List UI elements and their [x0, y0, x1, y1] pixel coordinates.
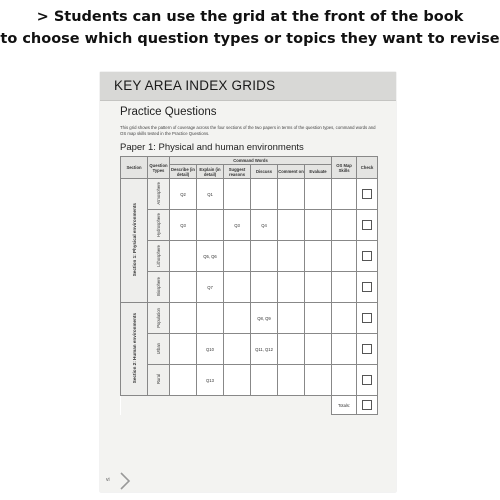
banner-line-2: to choose which question types or topics they want to revise [0, 31, 500, 47]
chevron-right-icon [118, 472, 134, 490]
grid-cell [170, 241, 197, 272]
topic-label: Lithosphere [156, 244, 161, 267]
grid-cell [278, 179, 305, 210]
topic-label: Hydrosphere [156, 212, 161, 237]
banner-line-1: > Students can use the grid at the front of the book [36, 9, 464, 25]
check-cell [357, 179, 378, 210]
os-map-cell [332, 179, 357, 210]
os-map-cell [332, 241, 357, 272]
book-page [100, 72, 396, 492]
grid-cell [224, 272, 251, 303]
check-cell [357, 303, 378, 334]
check-cell [357, 210, 378, 241]
grid-cell [197, 210, 224, 241]
paper-title: Paper 1: Physical and human environments [120, 142, 304, 153]
grid-cell [170, 365, 197, 396]
check-box[interactable] [362, 282, 372, 292]
header-os-map-skills: OS Map Skills [332, 157, 357, 179]
grid-cell [224, 179, 251, 210]
grid-cell [251, 272, 278, 303]
page-header-bar [100, 72, 396, 101]
os-map-cell [332, 365, 357, 396]
grid-cell [224, 303, 251, 334]
section-2-label: Section 2: Human environments [131, 313, 137, 384]
check-box[interactable] [362, 375, 372, 385]
grid-cell: Q10 [197, 334, 224, 365]
topic-label: Population [156, 307, 161, 328]
page-number: vi [106, 477, 110, 483]
grid-cell [278, 241, 305, 272]
grid-cell [278, 272, 305, 303]
table-row [121, 241, 378, 272]
section-2-cell [121, 303, 148, 396]
grid-cell: Q1 [197, 179, 224, 210]
os-map-cell [332, 303, 357, 334]
grid-cell [224, 365, 251, 396]
header-command: Discuss [251, 165, 278, 179]
grid-cell [251, 179, 278, 210]
header-command-words: Command Words [170, 157, 332, 165]
header-section: Section [121, 157, 148, 179]
grid-cell [278, 334, 305, 365]
grid-cell: Q5, Q6 [197, 241, 224, 272]
grid-cell [251, 241, 278, 272]
grid-cell [224, 334, 251, 365]
topic-cell [148, 272, 170, 303]
check-box[interactable] [362, 313, 372, 323]
section-1-label: Section 1: Physical environments [131, 203, 137, 277]
os-map-cell [332, 210, 357, 241]
grid-cell [305, 210, 332, 241]
grid-cell [305, 272, 332, 303]
topic-label: Urban [156, 342, 161, 355]
topic-cell [148, 334, 170, 365]
check-box[interactable] [362, 344, 372, 354]
grid-cell [251, 365, 278, 396]
grid-cell [278, 365, 305, 396]
totals-spacer [121, 396, 332, 415]
grid-cell: Q2 [170, 179, 197, 210]
header-command: Comment on [278, 165, 305, 179]
header-command: Explain (in detail) [197, 165, 224, 179]
grid-cell: Q8, Q9 [251, 303, 278, 334]
topic-cell [148, 365, 170, 396]
topic-label: Rural [156, 374, 161, 385]
grid-cell: Q4 [251, 210, 278, 241]
header-command: Evaluate [305, 165, 332, 179]
grid-cell [170, 272, 197, 303]
topic-cell [148, 241, 170, 272]
grid-cell [305, 241, 332, 272]
promo-banner [0, 6, 500, 50]
grid-cell [197, 303, 224, 334]
grid-cell [305, 365, 332, 396]
check-box[interactable] [362, 189, 372, 199]
topic-cell [148, 210, 170, 241]
grid-cell: Q3 [170, 210, 197, 241]
header-question-types: Question Types [148, 157, 170, 179]
check-cell [357, 272, 378, 303]
check-cell [357, 396, 378, 415]
table-row [121, 272, 378, 303]
section-1-cell [121, 179, 148, 303]
check-box[interactable] [362, 251, 372, 261]
grid-cell [278, 210, 305, 241]
grid-cell [170, 303, 197, 334]
page-header-title: KEY AREA INDEX GRIDS [114, 78, 276, 93]
header-check: Check [357, 157, 378, 179]
grid-cell: Q3 [224, 210, 251, 241]
table-row [121, 210, 378, 241]
index-grid-table [120, 156, 378, 415]
totals-check-box[interactable] [362, 400, 372, 410]
table-row [121, 365, 378, 396]
grid-cell [170, 334, 197, 365]
os-map-cell [332, 334, 357, 365]
totals-label: Totals: [332, 396, 357, 415]
grid-cell: Q13 [197, 365, 224, 396]
check-cell [357, 334, 378, 365]
topic-label: Atmosphere [156, 182, 161, 205]
check-cell [357, 365, 378, 396]
check-box[interactable] [362, 220, 372, 230]
table-row [121, 334, 378, 365]
topic-cell [148, 303, 170, 334]
grid-cell: Q7 [197, 272, 224, 303]
section-title: Practice Questions [120, 106, 217, 118]
grid-cell [278, 303, 305, 334]
grid-cell: Q11, Q12 [251, 334, 278, 365]
totals-row [121, 396, 378, 415]
os-map-cell [332, 272, 357, 303]
topic-cell [148, 179, 170, 210]
table-row [121, 179, 378, 210]
header-command: Suggest reasons [224, 165, 251, 179]
grid-cell [224, 241, 251, 272]
table-row [121, 303, 378, 334]
header-command: Describe (in detail) [171, 166, 195, 177]
grid-cell [305, 334, 332, 365]
topic-label: Biosphere [156, 277, 161, 296]
check-cell [357, 241, 378, 272]
grid-cell [305, 179, 332, 210]
intro-text: This grid shows the pattern of coverage across the four sections of the two papers in terms of the question types, command words and OS map skills tested in the Practice Questions. [120, 125, 376, 136]
grid-cell [305, 303, 332, 334]
